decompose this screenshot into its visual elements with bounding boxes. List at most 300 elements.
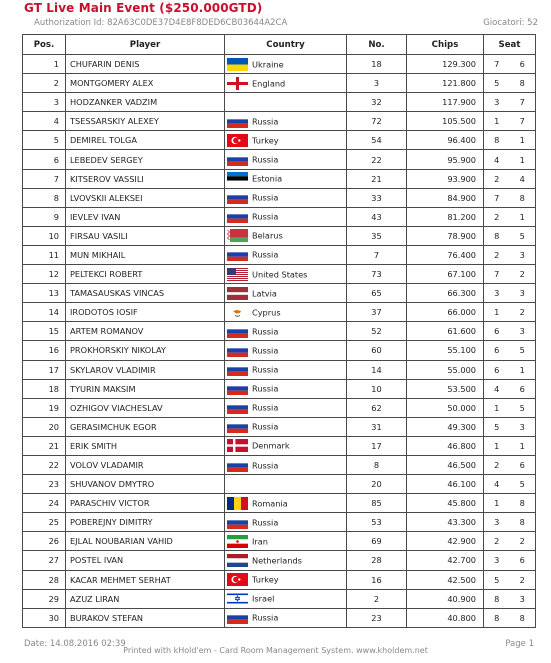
country-name: Russia <box>252 517 279 528</box>
cell-seat: 7 <box>510 112 536 131</box>
denmark-flag-icon <box>227 439 248 452</box>
table-header-row <box>23 35 536 55</box>
cell-seat: 1 <box>510 150 536 169</box>
column-header-seat: Seat <box>484 35 536 55</box>
cell-country <box>225 150 347 169</box>
country-name: Estonia <box>252 173 283 184</box>
romania-flag-icon <box>227 497 248 510</box>
russia-flag-icon <box>227 459 248 472</box>
cell-pos: 26 <box>23 532 66 551</box>
cell-chips: 43.300 <box>407 513 484 532</box>
cell-country <box>225 207 347 226</box>
cell-no: 16 <box>347 570 407 589</box>
page-title: GT Live Main Event ($250.000GTD) <box>24 1 263 15</box>
cell-chips: 96.400 <box>407 131 484 150</box>
cell-pos: 6 <box>23 150 66 169</box>
cell-seat: 5 <box>510 341 536 360</box>
cell-chips: 66.000 <box>407 303 484 322</box>
table-row <box>23 360 536 379</box>
cell-chips: 81.200 <box>407 207 484 226</box>
country-name: Russia <box>252 249 279 260</box>
country-name: Iran <box>252 536 268 547</box>
ukraine-flag-icon <box>227 58 248 71</box>
page-number: Page 1 <box>505 639 534 649</box>
cell-table: 3 <box>484 513 510 532</box>
table-row <box>23 417 536 436</box>
cell-pos: 8 <box>23 188 66 207</box>
cell-seat: 8 <box>510 188 536 207</box>
table-row <box>23 112 536 131</box>
table-row <box>23 589 536 608</box>
cell-seat: 6 <box>510 379 536 398</box>
cell-table: 1 <box>484 398 510 417</box>
cell-no: 37 <box>347 303 407 322</box>
cell-country <box>225 551 347 570</box>
cell-country <box>225 303 347 322</box>
cell-player: PELTEKCI ROBERT <box>66 265 225 284</box>
cell-player: TYURIN MAKSIM <box>66 379 225 398</box>
cell-table: 2 <box>484 245 510 264</box>
russia-flag-icon <box>227 248 248 261</box>
cell-no: 33 <box>347 188 407 207</box>
russia-flag-icon <box>227 325 248 338</box>
table-row <box>23 455 536 474</box>
table-row <box>23 265 536 284</box>
cell-player: MUN MIKHAIL <box>66 245 225 264</box>
cell-seat: 2 <box>510 570 536 589</box>
cell-country <box>225 532 347 551</box>
cell-country <box>225 169 347 188</box>
cell-seat: 3 <box>510 322 536 341</box>
cell-seat: 1 <box>510 131 536 150</box>
latvia-flag-icon <box>227 287 248 300</box>
country-name: Romania <box>252 498 288 509</box>
cell-seat: 2 <box>510 303 536 322</box>
cell-seat: 3 <box>510 245 536 264</box>
cell-pos: 3 <box>23 93 66 112</box>
cell-player: KACAR MEHMET SERHAT <box>66 570 225 589</box>
cell-chips: 46.500 <box>407 455 484 474</box>
cell-country <box>225 475 347 494</box>
cell-country <box>225 360 347 379</box>
cell-table: 3 <box>484 284 510 303</box>
country-name: Russia <box>252 116 279 127</box>
cell-chips: 105.500 <box>407 112 484 131</box>
cell-player: EJLAL NOUBARIAN VAHID <box>66 532 225 551</box>
table-row <box>23 93 536 112</box>
cell-pos: 1 <box>23 55 66 74</box>
country-name: Israel <box>252 593 275 604</box>
cell-seat: 4 <box>510 169 536 188</box>
cell-pos: 15 <box>23 322 66 341</box>
cell-no: 69 <box>347 532 407 551</box>
cell-seat: 5 <box>510 226 536 245</box>
standings-table <box>22 34 536 628</box>
cell-pos: 24 <box>23 494 66 513</box>
table-row <box>23 188 536 207</box>
cell-table: 2 <box>484 169 510 188</box>
cell-pos: 16 <box>23 341 66 360</box>
cell-country <box>225 265 347 284</box>
cell-no: 32 <box>347 93 407 112</box>
cell-player: LEBEDEV SERGEY <box>66 150 225 169</box>
russia-flag-icon <box>227 191 248 204</box>
turkey-flag-icon <box>227 573 248 586</box>
cell-player: ERIK SMITH <box>66 436 225 455</box>
cell-seat: 6 <box>510 551 536 570</box>
country-name: Turkey <box>252 135 279 146</box>
iran-flag-icon <box>227 535 248 548</box>
cell-chips: 117.900 <box>407 93 484 112</box>
cell-chips: 78.900 <box>407 226 484 245</box>
cell-country <box>225 417 347 436</box>
cell-country <box>225 398 347 417</box>
cell-chips: 49.300 <box>407 417 484 436</box>
table-row <box>23 608 536 627</box>
cell-table: 8 <box>484 131 510 150</box>
cell-player: SHUVANOV DMYTRO <box>66 475 225 494</box>
cell-player: TAMASAUSKAS VINCAS <box>66 284 225 303</box>
cell-chips: 53.500 <box>407 379 484 398</box>
cell-country <box>225 608 347 627</box>
cell-no: 72 <box>347 112 407 131</box>
cell-chips: 84.900 <box>407 188 484 207</box>
cell-table: 8 <box>484 589 510 608</box>
country-name: Russia <box>252 402 279 413</box>
cell-player: KITSEROV VASSILI <box>66 169 225 188</box>
cell-pos: 7 <box>23 169 66 188</box>
cell-no: 54 <box>347 131 407 150</box>
cyprus-flag-icon <box>227 306 248 319</box>
cell-seat: 5 <box>510 475 536 494</box>
cell-player: OZHIGOV VIACHESLAV <box>66 398 225 417</box>
cell-country <box>225 245 347 264</box>
cell-table: 4 <box>484 150 510 169</box>
cell-country <box>225 379 347 398</box>
cell-no: 35 <box>347 226 407 245</box>
cell-player: IRODOTOS IOSIF <box>66 303 225 322</box>
players-count: Giocatori: 52 <box>483 18 538 28</box>
russia-flag-icon <box>227 344 248 357</box>
cell-country <box>225 341 347 360</box>
column-header-country: Country <box>225 35 347 55</box>
cell-player: PROKHORSKIY NIKOLAY <box>66 341 225 360</box>
country-name: Turkey <box>252 574 279 585</box>
cell-pos: 28 <box>23 570 66 589</box>
cell-table: 4 <box>484 475 510 494</box>
cell-country <box>225 74 347 93</box>
cell-table: 6 <box>484 322 510 341</box>
country-name: Russia <box>252 192 279 203</box>
cell-pos: 29 <box>23 589 66 608</box>
usa-flag-icon <box>227 268 248 281</box>
printed-with-note: Printed with kHold'em - Card Room Management System. www.kholdem.net <box>123 646 428 655</box>
russia-flag-icon <box>227 382 248 395</box>
country-name: England <box>252 78 286 89</box>
cell-chips: 46.800 <box>407 436 484 455</box>
cell-table: 7 <box>484 265 510 284</box>
cell-seat: 6 <box>510 455 536 474</box>
column-header-player: Player <box>66 35 225 55</box>
cell-pos: 17 <box>23 360 66 379</box>
cell-pos: 19 <box>23 398 66 417</box>
cell-seat: 5 <box>510 398 536 417</box>
country-name: Russia <box>252 211 279 222</box>
cell-chips: 46.100 <box>407 475 484 494</box>
cell-seat: 8 <box>510 74 536 93</box>
cell-table: 7 <box>484 188 510 207</box>
cell-chips: 66.300 <box>407 284 484 303</box>
cell-chips: 67.100 <box>407 265 484 284</box>
table-row <box>23 284 536 303</box>
cell-no: 21 <box>347 169 407 188</box>
russia-flag-icon <box>227 363 248 376</box>
russia-flag-icon <box>227 153 248 166</box>
russia-flag-icon <box>227 420 248 433</box>
cell-no: 43 <box>347 207 407 226</box>
cell-no: 53 <box>347 513 407 532</box>
cell-chips: 45.800 <box>407 494 484 513</box>
cell-no: 23 <box>347 608 407 627</box>
cell-no: 3 <box>347 74 407 93</box>
cell-player: PARASCHIV VICTOR <box>66 494 225 513</box>
cell-chips: 42.900 <box>407 532 484 551</box>
table-row <box>23 245 536 264</box>
table-row <box>23 169 536 188</box>
cell-player: POBEREJNY DIMITRY <box>66 513 225 532</box>
table-row <box>23 303 536 322</box>
cell-chips: 42.700 <box>407 551 484 570</box>
authorization-id: Authorization Id: 82A63C0DE37D4E8F8DED6CB03644A2CA <box>34 18 288 28</box>
cell-pos: 10 <box>23 226 66 245</box>
table-row <box>23 436 536 455</box>
cell-chips: 95.900 <box>407 150 484 169</box>
cell-no: 7 <box>347 245 407 264</box>
column-header-pos: Pos. <box>23 35 66 55</box>
cell-no: 52 <box>347 322 407 341</box>
russia-flag-icon <box>227 516 248 529</box>
country-name: Latvia <box>252 288 277 299</box>
cell-pos: 27 <box>23 551 66 570</box>
cell-player: FIRSAU VASILI <box>66 226 225 245</box>
cell-country <box>225 322 347 341</box>
cell-player: IEVLEV IVAN <box>66 207 225 226</box>
cell-country <box>225 589 347 608</box>
country-name: Ukraine <box>252 59 284 70</box>
cell-player: ARTEM ROMANOV <box>66 322 225 341</box>
cell-chips: 55.000 <box>407 360 484 379</box>
cell-seat: 2 <box>510 532 536 551</box>
england-flag-icon <box>227 77 248 90</box>
cell-table: 2 <box>484 455 510 474</box>
cell-table: 7 <box>484 55 510 74</box>
table-row <box>23 207 536 226</box>
cell-pos: 12 <box>23 265 66 284</box>
turkey-flag-icon <box>227 134 248 147</box>
cell-pos: 14 <box>23 303 66 322</box>
cell-player: AZUZ LIRAN <box>66 589 225 608</box>
cell-no: 73 <box>347 265 407 284</box>
cell-player: TSESSARSKIY ALEXEY <box>66 112 225 131</box>
table-row <box>23 322 536 341</box>
country-name: United States <box>252 269 308 280</box>
country-name: Cyprus <box>252 307 281 318</box>
cell-seat: 7 <box>510 93 536 112</box>
cell-country <box>225 93 347 112</box>
table-row <box>23 341 536 360</box>
cell-table: 5 <box>484 570 510 589</box>
cell-country <box>225 570 347 589</box>
cell-country <box>225 131 347 150</box>
cell-seat: 1 <box>510 207 536 226</box>
cell-chips: 121.800 <box>407 74 484 93</box>
table-row <box>23 131 536 150</box>
cell-seat: 8 <box>510 513 536 532</box>
netherlands-flag-icon <box>227 554 248 567</box>
cell-no: 22 <box>347 150 407 169</box>
table-row <box>23 532 536 551</box>
cell-player: CHUFARIN DENIS <box>66 55 225 74</box>
cell-player: LVOVSKII ALEKSEI <box>66 188 225 207</box>
cell-table: 3 <box>484 551 510 570</box>
cell-chips: 40.900 <box>407 589 484 608</box>
cell-seat: 1 <box>510 360 536 379</box>
table-row <box>23 513 536 532</box>
cell-player: SKYLAROV VLADIMIR <box>66 360 225 379</box>
cell-no: 60 <box>347 341 407 360</box>
cell-pos: 2 <box>23 74 66 93</box>
cell-seat: 6 <box>510 55 536 74</box>
cell-pos: 21 <box>23 436 66 455</box>
russia-flag-icon <box>227 401 248 414</box>
russia-flag-icon <box>227 210 248 223</box>
cell-pos: 23 <box>23 475 66 494</box>
cell-chips: 50.000 <box>407 398 484 417</box>
cell-player: DEMIREL TOLGA <box>66 131 225 150</box>
cell-country <box>225 55 347 74</box>
cell-table: 1 <box>484 494 510 513</box>
cell-table: 2 <box>484 532 510 551</box>
cell-pos: 25 <box>23 513 66 532</box>
cell-no: 14 <box>347 360 407 379</box>
table-row <box>23 475 536 494</box>
cell-pos: 13 <box>23 284 66 303</box>
cell-table: 1 <box>484 436 510 455</box>
cell-table: 5 <box>484 417 510 436</box>
cell-country <box>225 455 347 474</box>
cell-pos: 20 <box>23 417 66 436</box>
cell-player: POSTEL IVAN <box>66 551 225 570</box>
cell-no: 10 <box>347 379 407 398</box>
table-row <box>23 551 536 570</box>
cell-chips: 61.600 <box>407 322 484 341</box>
cell-player: VOLOV VLADAMIR <box>66 455 225 474</box>
cell-country <box>225 436 347 455</box>
cell-country <box>225 226 347 245</box>
cell-no: 2 <box>347 589 407 608</box>
cell-chips: 93.900 <box>407 169 484 188</box>
table-row <box>23 150 536 169</box>
cell-player: GERASIMCHUK EGOR <box>66 417 225 436</box>
cell-table: 1 <box>484 112 510 131</box>
belarus-flag-icon <box>227 229 248 242</box>
cell-table: 3 <box>484 93 510 112</box>
cell-table: 2 <box>484 207 510 226</box>
cell-no: 20 <box>347 475 407 494</box>
country-name: Russia <box>252 364 279 375</box>
cell-table: 4 <box>484 379 510 398</box>
cell-seat: 3 <box>510 589 536 608</box>
cell-seat: 3 <box>510 284 536 303</box>
cell-pos: 30 <box>23 608 66 627</box>
cell-seat: 1 <box>510 436 536 455</box>
country-name: Denmark <box>252 440 290 451</box>
cell-table: 6 <box>484 341 510 360</box>
israel-flag-icon <box>227 592 248 605</box>
cell-seat: 3 <box>510 417 536 436</box>
cell-no: 85 <box>347 494 407 513</box>
table-row <box>23 226 536 245</box>
cell-country <box>225 494 347 513</box>
table-row <box>23 398 536 417</box>
cell-table: 6 <box>484 360 510 379</box>
cell-pos: 9 <box>23 207 66 226</box>
cell-no: 65 <box>347 284 407 303</box>
cell-seat: 2 <box>510 265 536 284</box>
table-row <box>23 74 536 93</box>
column-header-no: No. <box>347 35 407 55</box>
country-name: Belarus <box>252 230 283 241</box>
cell-no: 8 <box>347 455 407 474</box>
column-header-chips: Chips <box>407 35 484 55</box>
cell-chips: 55.100 <box>407 341 484 360</box>
cell-pos: 5 <box>23 131 66 150</box>
estonia-flag-icon <box>227 172 248 185</box>
table-row <box>23 494 536 513</box>
cell-pos: 18 <box>23 379 66 398</box>
cell-country <box>225 188 347 207</box>
table-row <box>23 55 536 74</box>
cell-no: 17 <box>347 436 407 455</box>
country-name: Russia <box>252 421 279 432</box>
cell-player: BURAKOV STEFAN <box>66 608 225 627</box>
country-name: Russia <box>252 345 279 356</box>
cell-chips: 76.400 <box>407 245 484 264</box>
cell-no: 28 <box>347 551 407 570</box>
country-name: Russia <box>252 612 279 623</box>
country-name: Russia <box>252 460 279 471</box>
country-name: Russia <box>252 326 279 337</box>
cell-chips: 42.500 <box>407 570 484 589</box>
country-name: Netherlands <box>252 555 302 566</box>
cell-chips: 40.800 <box>407 608 484 627</box>
russia-flag-icon <box>227 115 248 128</box>
cell-pos: 11 <box>23 245 66 264</box>
cell-table: 1 <box>484 303 510 322</box>
cell-country <box>225 284 347 303</box>
cell-seat: 8 <box>510 608 536 627</box>
cell-no: 18 <box>347 55 407 74</box>
cell-player: MONTGOMERY ALEX <box>66 74 225 93</box>
cell-pos: 22 <box>23 455 66 474</box>
cell-country <box>225 513 347 532</box>
country-name: Russia <box>252 154 279 165</box>
cell-table: 8 <box>484 608 510 627</box>
cell-table: 5 <box>484 74 510 93</box>
cell-seat: 8 <box>510 494 536 513</box>
cell-no: 31 <box>347 417 407 436</box>
country-name: Russia <box>252 383 279 394</box>
